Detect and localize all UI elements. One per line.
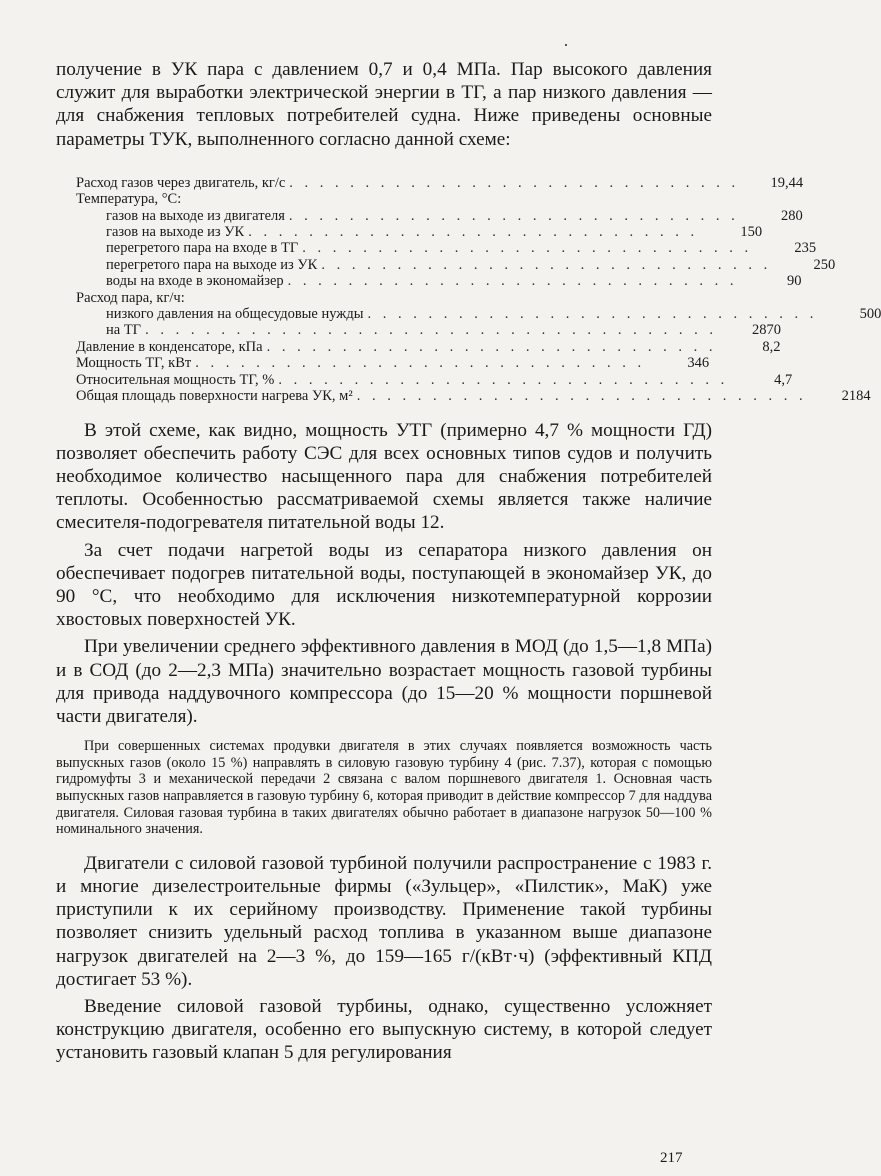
leader-dots: . . . . . . . . . . . . . . . . . . . . . . . . . . . . . .: [356, 388, 807, 405]
page-body: [56, 58, 881, 1065]
leader-dots: . . . . . . . . . . . . . . . . . . . . . . . . . . . . . .: [195, 355, 646, 372]
param-value: 346: [687, 355, 710, 372]
param-value: 500: [859, 306, 881, 323]
param-group-heading: [76, 191, 700, 207]
param-label: Относительная мощность ТГ, %: [76, 371, 275, 388]
leader-dots: . . . . . . . . . . . . . . . . . . . . . . . . . . . . . .: [278, 371, 729, 388]
paragraph: При увеличении среднего эффективного давления в МОД (до 1,5—1,8 МПа) и в СОД (до 2—2,3 МПа) значительно возрастает мощность газовой турбины для привода наддувочного компрессора (до 15—20 % мощности поршневой части двигателя).: [56, 636, 712, 727]
param-value: 150: [740, 224, 763, 241]
param-label: газов на выходе из двигателя: [106, 207, 285, 224]
param-label: Общая площадь поверхности нагрева УК, м²: [76, 388, 353, 405]
leader-dots: . . . . . . . . . . . . . . . . . . . . . . . . . . . . . .: [287, 273, 738, 290]
param-label: газов на выходе из УК: [106, 224, 245, 241]
param-label: перегретого пара на входе в ТГ: [106, 240, 299, 257]
paragraph-small-print: При совершенных системах продувки двигателя в этих случаях появляется возможность часть выпускных газов (около 15 %) направлять в силовую газовую турбину 4 (рис. 7.37), которая с помощью гидромуфты 3 и механической передачи 2 связана с валом поршневого двигателя 1. Основная часть выпускных газов направляется в газовую турбину 6, которая приводит в действие компрессор 7 для наддува двигателя. Силовая газовая турбина в таких двигателях обычно работает в диапазоне нагрузок 50—100 % номинального значения.: [56, 738, 712, 838]
param-label: Расход пара, кг/ч:: [76, 289, 185, 306]
leader-dots: . . . . . . . . . . . . . . . . . . . . . . . . . . . . . .: [302, 240, 753, 257]
param-row: [76, 338, 781, 355]
param-row: [76, 371, 793, 388]
paragraph: Двигатели с силовой газовой турбиной получили распространение с 1983 г. и многие дизелестроительные фирмы («Зульцер», «Пилстик», МаК) уже приступили к их серийному производству. Применение такой турбины позволяет снизить удельный расход топлива в указанном выше диапазоне нагрузок двигателей на 2—3 %, до 159—165 г/(кВт·ч) (эффективный КПД достигает 53 %).: [56, 852, 712, 990]
leader-dots: . . . . . . . . . . . . . . . . . . . . . . . . . . . . . . . . . . . . . .: [145, 322, 717, 339]
param-value: 90: [787, 273, 802, 290]
param-row: [76, 207, 803, 224]
leader-dots: . . . . . . . . . . . . . . . . . . . . . . . . . . . . . .: [266, 338, 717, 355]
leader-dots: . . . . . . . . . . . . . . . . . . . . . . . . . . . . . .: [289, 174, 740, 191]
param-value: 250: [813, 256, 836, 273]
param-label: низкого давления на общесудовые нужды: [106, 306, 364, 323]
paragraph-intro: получение в УК пара с давлением 0,7 и 0,4 МПа. Пар высокого давления служит для выработки электрической энергии в ТГ, а пар низкого давления — для снабжения тепловых потребителей судна. Ниже приведены основные параметры ТУК, выполненного согласно данной схеме:: [56, 59, 712, 150]
param-label: Температура, °С:: [76, 191, 182, 208]
param-label: Мощность ТГ, кВт: [76, 355, 192, 372]
param-row: [76, 322, 781, 339]
param-value: 2184: [841, 388, 871, 405]
param-value: 235: [794, 240, 817, 257]
param-row: [76, 224, 763, 241]
param-value: 2870: [751, 322, 781, 339]
param-label: на ТГ: [106, 322, 142, 339]
param-group-heading: [76, 290, 700, 306]
param-label: Давление в конденсаторе, кПа: [76, 338, 263, 355]
param-row: [76, 240, 817, 257]
page-number: 217: [660, 1150, 683, 1166]
param-row: [76, 355, 710, 372]
param-row: [76, 174, 804, 191]
param-label: перегретого пара на выходе из УК: [106, 256, 318, 273]
param-label: Расход газов через двигатель, кг/с: [76, 174, 286, 191]
parameters-table: [76, 174, 881, 405]
param-value: 19,44: [770, 174, 804, 191]
leader-dots: . . . . . . . . . . . . . . . . . . . . . . . . . . . . . .: [367, 306, 818, 323]
param-row: [76, 306, 881, 323]
param-row: [76, 388, 871, 405]
param-row: [76, 256, 836, 273]
param-value: 8,2: [762, 338, 781, 355]
param-value: 4,7: [774, 371, 793, 388]
leader-dots: . . . . . . . . . . . . . . . . . . . . . . . . . . . . . .: [248, 224, 699, 241]
leader-dots: . . . . . . . . . . . . . . . . . . . . . . . . . . . . . .: [321, 256, 772, 273]
leader-dots: . . . . . . . . . . . . . . . . . . . . . . . . . . . . . .: [288, 207, 739, 224]
param-value: 280: [781, 207, 803, 224]
param-label: воды на входе в экономайзер: [106, 273, 284, 290]
scan-mark: [565, 44, 567, 46]
paragraph: За счет подачи нагретой воды из сепаратора низкого давления он обеспечивает подогрев питательной воды, поступающей в экономайзер УК, до 90 °С, что необходимо для исключения низкотемпературной коррозии хвостовых поверхностей УК.: [56, 539, 712, 631]
paragraph: В этой схеме, как видно, мощность УТГ (примерно 4,7 % мощности ГД) позволяет обеспечить работу СЭС для всех основных типов судов и получить необходимое количество насыщенного пара для снабжения потребителей теплоты. Особенностью рассматриваемой схемы является также наличие смесителя-подогревателя питательной воды 12.: [56, 419, 712, 534]
param-row: [76, 273, 802, 290]
paragraph: Введение силовой газовой турбины, однако, существенно усложняет конструкцию двигателя, особенно его выпускную систему, в которой следует установить газовый клапан 5 для регулирования: [56, 995, 712, 1064]
